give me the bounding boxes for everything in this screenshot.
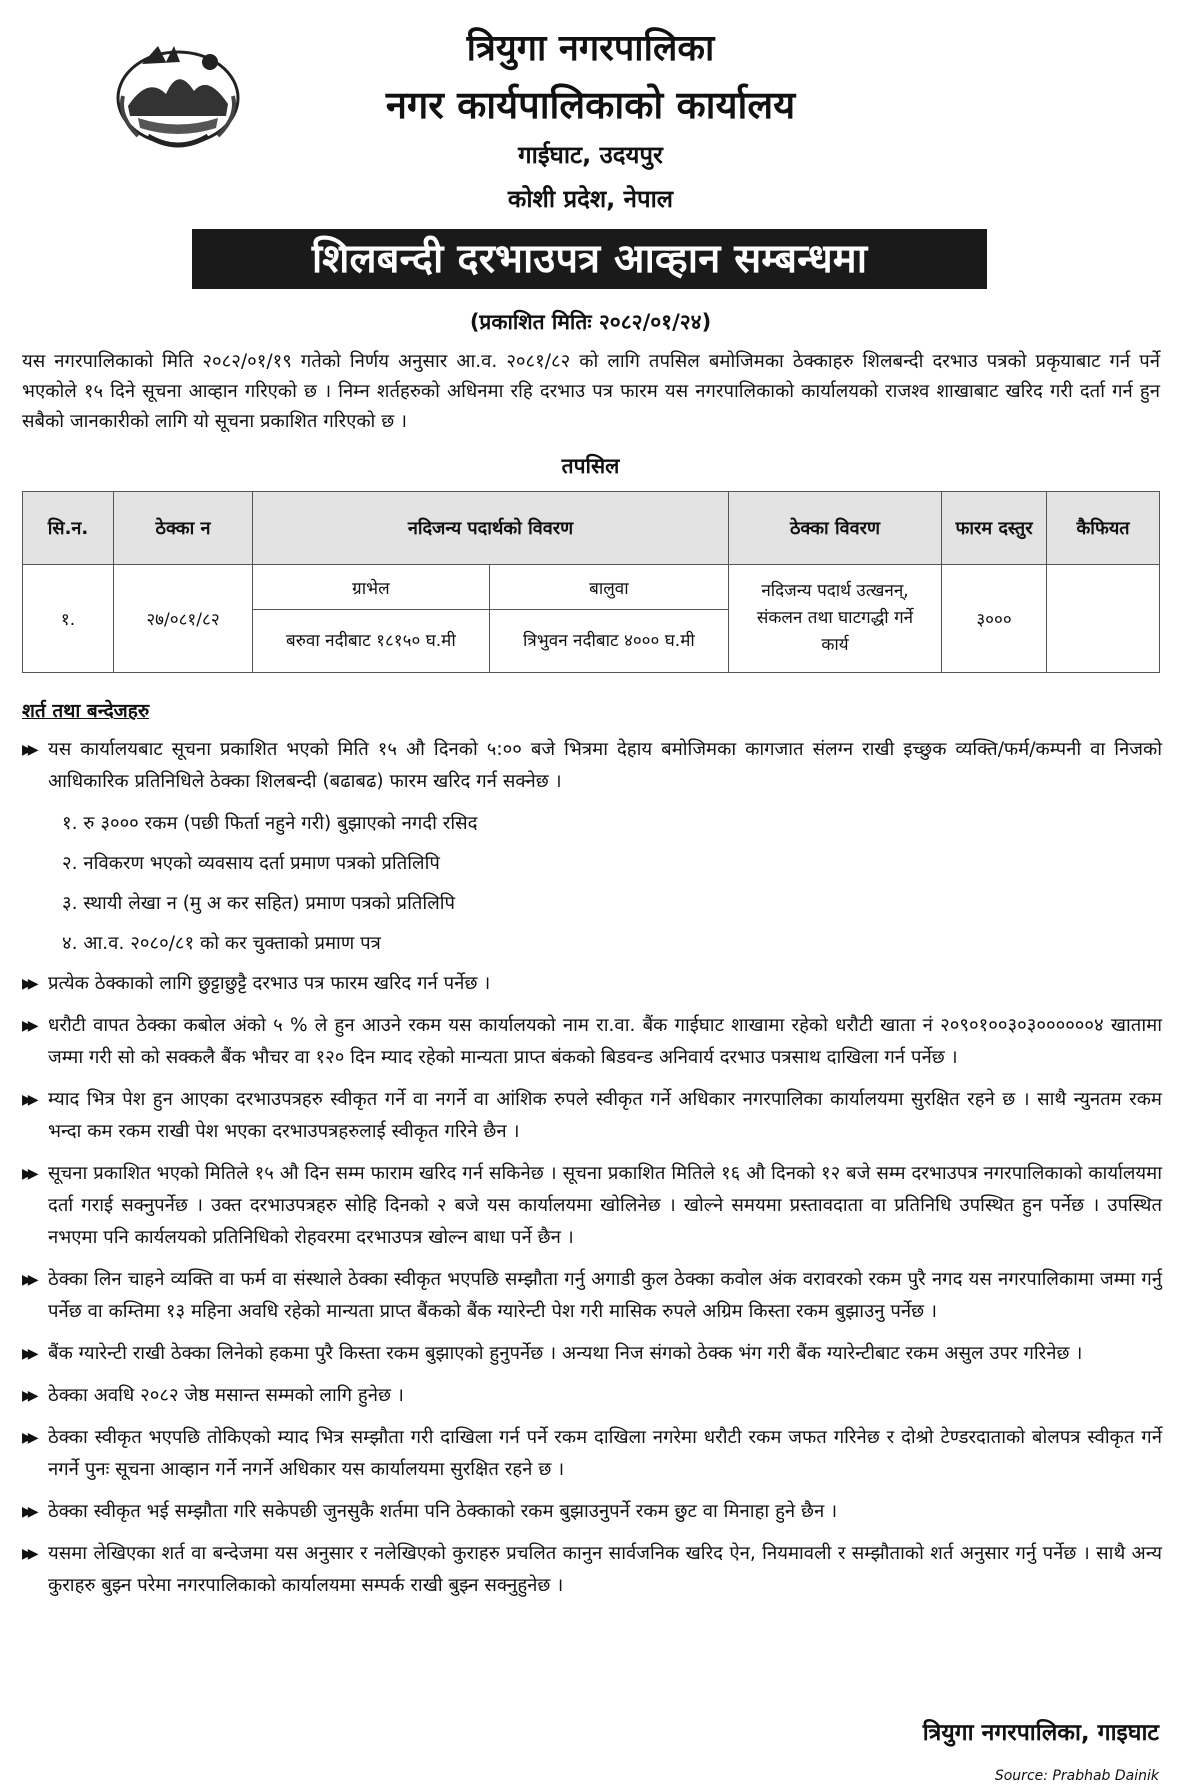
schedule-title: तपसिल <box>561 454 620 478</box>
condition-item: ▶▶ म्याद भित्र पेश हुन आएका दरभाउपत्रहरु स्वीकृत गर्ने वा नगर्ने वा आंशिक रुपले स्वीकृत गर्ने अधिकार नगरपालिका कार्यालयमा सुरक्षित रहने छ । साथै न्युनतम रकम भन्दा कम रकम राखी पेश भएका दरभाउपत्रहरुलाई स्वीकृत गरिने छैन । <box>22 1084 1162 1148</box>
double-arrow-icon: ▶▶ <box>22 1388 34 1404</box>
double-arrow-icon: ▶▶ <box>22 976 34 992</box>
document-item: ३. स्थायी लेखा न (मु अ कर सहित) प्रमाण पत्रको प्रतिलिपि <box>62 893 456 914</box>
cell-sn: १. <box>23 565 114 673</box>
publication-date: (प्रकाशित मितिः २०८२/०१/२४) <box>469 310 712 334</box>
double-arrow-icon: ▶▶ <box>22 1166 34 1182</box>
condition-item: ▶▶ धरौटी वापत ठेक्का कबोल अंको ५ % ले हुन आउने रकम यस कार्यालयको नाम रा.वा. बैंक गाईघाट शाखामा रहेको धरौटी खाता नं २०९०१००३०३००००००४ खातामा जम्मा गरी सो को सक्कलै बैंक भौचर वा १२० दिन म्याद रहेको मान्यता प्राप्त बंकको बिडवन्ड अनिवार्य दरभाउ पत्रसाथ दाखिला गर्न पर्नेछ । <box>22 1010 1162 1074</box>
double-arrow-icon: ▶▶ <box>22 1272 34 1288</box>
header-material: नदिजन्य पदार्थको विवरण <box>253 492 729 565</box>
header-form-fee: फारम दस्तुर <box>942 492 1047 565</box>
header-contract-no: ठेक्का न <box>114 492 253 565</box>
cell-form-fee: ३००० <box>942 565 1047 673</box>
double-arrow-icon: ▶▶ <box>22 1092 34 1108</box>
cell-material-gravel: ग्राभेल <box>253 565 490 610</box>
contract-schedule-table <box>22 491 1160 673</box>
double-arrow-icon: ▶▶ <box>22 1504 34 1520</box>
header-sn: सि.न. <box>23 492 114 565</box>
cell-qty-gravel: बरुवा नदीबाट १८१५० घ.मी <box>253 610 490 673</box>
cell-qty-sand: त्रिभुवन नदीबाट ४००० घ.मी <box>489 610 728 673</box>
municipality-name: त्रियुगा नगरपालिका <box>466 28 715 69</box>
document-item: ४. आ.व. २०८०/८१ को कर चुक्ताको प्रमाण पत्र <box>62 933 381 954</box>
conditions-title: शर्त तथा बन्देजहरु <box>22 700 150 722</box>
condition-item: ▶▶ यस कार्यालयबाट सूचना प्रकाशित भएको मिति १५ औ दिनको ५:०० बजे भित्रमा देहाय बमोजिमका कागजात संलग्न राखी इच्छुक व्यक्ति/फर्म/कम्पनी वा निजको आधिकारिक प्रतिनिधिले ठेक्का शिलबन्दी (बढाबढ) फारम खरिद गर्न सक्नेछ । <box>22 734 1162 798</box>
condition-item: ▶▶ ठेक्का स्वीकृत भई सम्झौता गरि सकेपछी जुनसुकै शर्तमा पनि ठेक्काको रकम बुझाउनुपर्ने रकम छुट वा मिनाहा हुने छैन । <box>22 1496 1162 1528</box>
province-name: कोशी प्रदेश, नेपाल <box>507 185 674 213</box>
document-item: २. नविकरण भएको व्यवसाय दर्ता प्रमाण पत्रको प्रतिलिपि <box>62 853 440 874</box>
cell-material-sand: बालुवा <box>489 565 728 610</box>
office-address: गाईघाट, उदयपुर <box>518 141 663 169</box>
conditions-list <box>22 734 1162 1612</box>
double-arrow-icon: ▶▶ <box>22 1346 34 1362</box>
condition-item: ▶▶ ठेक्का अवधि २०८२ जेष्ठ मसान्त सम्मको लागि हुनेछ । <box>22 1380 1162 1412</box>
condition-item: ▶▶ ठेक्का स्वीकृत भएपछि तोकिएको म्याद भित्र सम्झौता गरी दाखिला गर्न पर्ने रकम दाखिला नगरेमा धरौटी रकम जफत गरिनेछ र दोश्रो टेण्डरदाताको बोलपत्र स्वीकृत गर्ने नगर्ने पुनः सूचना आव्हान गर्ने नगर्ने अधिकार यस कार्यालयमा सुरक्षित रहने छ । <box>22 1422 1162 1486</box>
header-contract-desc: ठेक्का विवरण <box>729 492 942 565</box>
condition-item: ▶▶ सूचना प्रकाशित भएको मितिले १५ औ दिन सम्म फाराम खरिद गर्न सकिनेछ । सूचना प्रकाशित मितिले १६ औ दिनको १२ बजे सम्म दरभाउपत्र नगरपालिकाको कार्यालयमा दर्ता गराई सक्नुपर्नेछ । उक्त दरभाउपत्रहरु सोहि दिनको २ बजे यस कार्यालयमा खोलिनेछ । खोल्ने समयमा प्रस्तावदाता वा प्रतिनिधि उपस्थित हुन पर्नेछ । उपस्थित नभएमा पनि कार्यलयको प्रतिनिधिको रोहवरमा दरभाउपत्र खोल्न बाधा पर्ने छैन । <box>22 1158 1162 1254</box>
cell-remarks <box>1047 565 1160 673</box>
header-remarks: कैफियत <box>1047 492 1160 565</box>
condition-item: ▶▶ प्रत्येक ठेक्काको लागि छुट्टाछुट्टै दरभाउ पत्र फारम खरिद गर्न पर्नेछ । <box>22 968 1162 1000</box>
notice-title: शिलबन्दी दरभाउपत्र आव्हान सम्बन्धमा <box>192 229 987 289</box>
document-item: १. रु ३००० रकम (पछी फिर्ता नहुने गरी) बुझाएको नगदी रसिद <box>62 813 478 834</box>
cell-contract-no: २७/०८१/८२ <box>114 565 253 673</box>
condition-item: ▶▶ बैंक ग्यारेन्टी राखी ठेक्का लिनेको हकमा पुरै किस्ता रकम बुझाएको हुनुपर्नेछ । अन्यथा निज संगको ठेक्क भंग गरी बैंक ग्यारेन्टीबाट रकम असुल उपर गरिनेछ । <box>22 1338 1162 1370</box>
condition-item: ▶▶ ठेक्का लिन चाहने व्यक्ति वा फर्म वा संस्थाले ठेक्का स्वीकृत भएपछि सम्झौता गर्नु अगाडी कुल ठेक्का कवोल अंक वरावरको रकम पुरै नगद यस नगरपालिकामा जम्मा गर्नु पर्नेछ वा कम्तिमा १३ महिना अवधि रहेको मान्यता प्राप्त बैंकको बैंक ग्यारेन्टी पेश गरी मासिक रुपले अग्रिम किस्ता रकम बुझाउनु पर्नेछ । <box>22 1264 1162 1328</box>
double-arrow-icon: ▶▶ <box>22 742 34 758</box>
signature: त्रियुगा नगरपालिका, गाइघाट <box>922 1720 1159 1746</box>
documents-list <box>22 808 1162 960</box>
cell-contract-desc: नदिजन्य पदार्थ उत्खनन्, संकलन तथा घाटगद्धी गर्ने कार्य <box>729 565 942 673</box>
source-credit: Source: Prabhab Dainik <box>994 1768 1159 1784</box>
office-name: नगर कार्यपालिकाको कार्यालय <box>385 83 796 127</box>
double-arrow-icon: ▶▶ <box>22 1430 34 1446</box>
double-arrow-icon: ▶▶ <box>22 1546 34 1562</box>
double-arrow-icon: ▶▶ <box>22 1018 34 1034</box>
intro-paragraph: यस नगरपालिकाको मिति २०८२/०१/१९ गतेको निर्णय अनुसार आ.व. २०८१/८२ को लागि तपसिल बमोजिमका ठेक्काहरु शिलबन्दी दरभाउ पत्रको प्रकृयाबाट गर्न पर्ने भएकोले १५ दिने सूचना आव्हान गरिएको छ । निम्न शर्तहरुको अधिनमा रहि दरभाउ पत्र फारम यस नगरपालिकाको कार्यालयको राजश्व शाखाबाट खरिद गरी दर्ता गर्न हुन सबैको जानकारीको लागि यो सूचना प्रकाशित गरिएको छ । <box>22 351 1160 432</box>
condition-item: ▶▶ यसमा लेखिएका शर्त वा बन्देजमा यस अनुसार र नलेखिएको कुराहरु प्रचलित कानुन सार्वजनिक खरिद ऐन, नियमावली र सम्झौताको शर्त अनुसार गर्नु पर्नेछ । साथै अन्य कुराहरु बुझ्न परेमा नगरपालिकाको कार्यालयमा सम्पर्क राखी बुझ्न सक्नुहुनेछ । <box>22 1538 1162 1602</box>
